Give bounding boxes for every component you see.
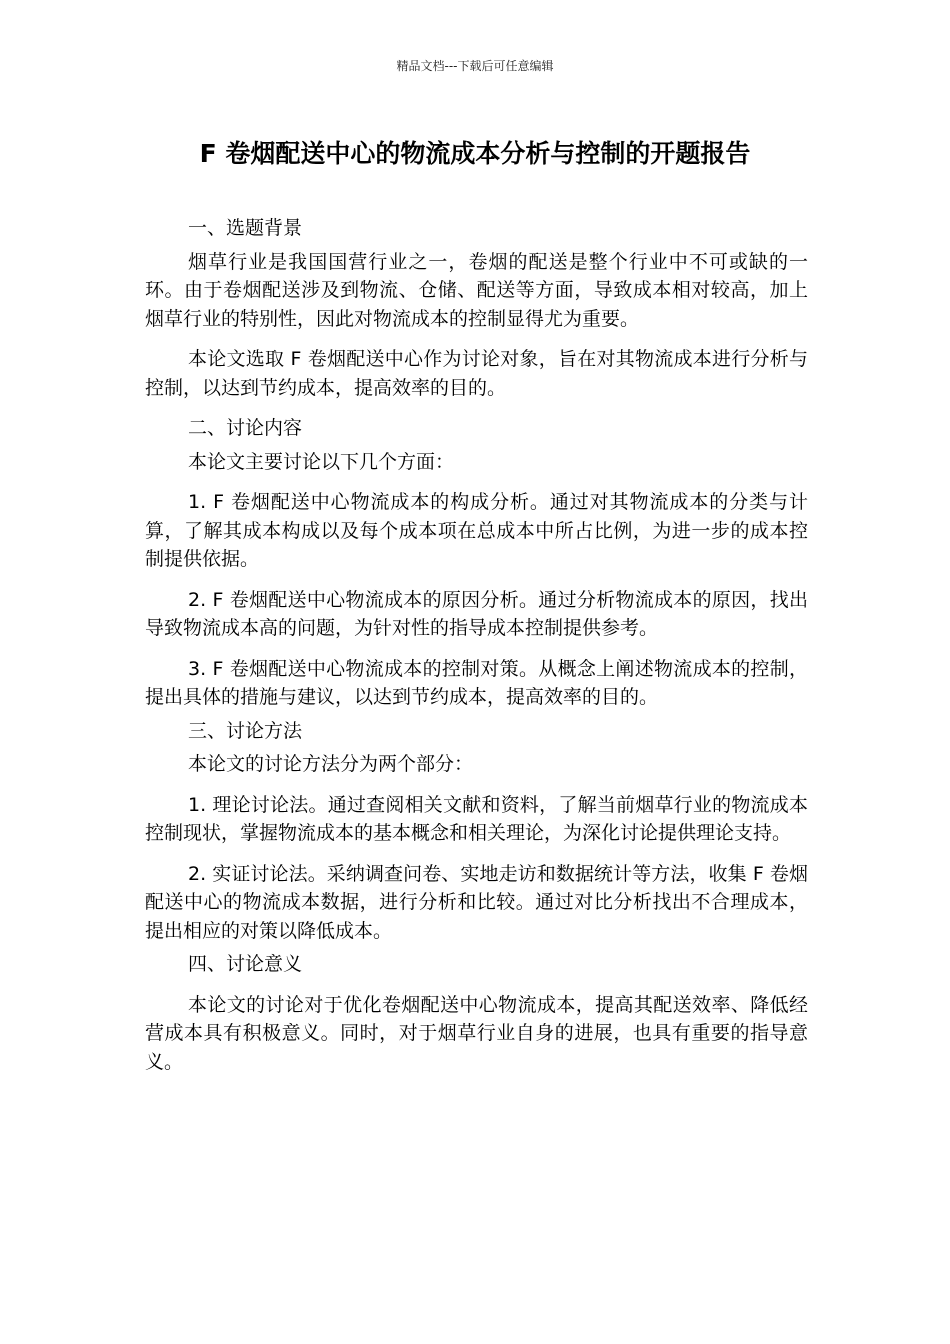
section-heading-significance: 四、讨论意义 (188, 953, 303, 975)
list-item-content-1: 1. F 卷烟配送中心物流成本的构成分析。通过对其物流成本的分类与计算，了解其成本构成以及每个成本项在总成本中所占比例，为进一步的成本控制提供依据。 (145, 491, 808, 570)
document-body (145, 214, 808, 1076)
paragraph-background-2: 本论文选取 F 卷烟配送中心作为讨论对象，旨在对其物流成本进行分析与控制，以达到节约成本，提高效率的目的。 (145, 348, 808, 399)
section-heading-method: 三、讨论方法 (188, 719, 303, 742)
paragraph-method-intro: 本论文的讨论方法分为两个部分： (188, 753, 474, 775)
list-item-method-1: 1. 理论讨论法。通过查阅相关文献和资料，了解当前烟草行业的物流成本控制现状，掌握物流成本的基本概念和相关理论，为深化讨论提供理论支持。 (145, 793, 808, 844)
list-item-content-2: 2. F 卷烟配送中心物流成本的原因分析。通过分析物流成本的原因，找出导致物流成本高的问题，为针对性的指导成本控制提供参考。 (145, 588, 808, 639)
header-note: 精品文档---下载后可任意编辑 (396, 59, 554, 73)
list-item-method-2: 2. 实证讨论法。采纳调查问卷、实地走访和数据统计等方法，收集 F 卷烟配送中心的物流成本数据，进行分析和比较。通过对比分析找出不合理成本，提出相应的对策以降低成本。 (145, 862, 808, 942)
paragraph-significance: 本论文的讨论对于优化卷烟配送中心物流成本，提高其配送效率、降低经营成本具有积极意义。同时，对于烟草行业自身的进展，也具有重要的指导意义。 (145, 993, 808, 1073)
section-heading-background: 一、选题背景 (188, 217, 303, 239)
document-title: F 卷烟配送中心的物流成本分析与控制的开题报告 (199, 139, 751, 168)
list-item-content-3: 3. F 卷烟配送中心物流成本的控制对策。从概念上阐述物流成本的控制，提出具体的措施与建议，以达到节约成本，提高效率的目的。 (145, 657, 808, 708)
paragraph-background-1: 烟草行业是我国国营行业之一，卷烟的配送是整个行业中不可或缺的一环。由于卷烟配送涉及到物流、仓储、配送等方面，导致成本相对较高，加上烟草行业的特别性，因此对物流成本的控制显得尤为重要。 (145, 250, 808, 330)
section-heading-content: 二、讨论内容 (188, 417, 303, 439)
paragraph-content-intro: 本论文主要讨论以下几个方面： (188, 450, 455, 473)
